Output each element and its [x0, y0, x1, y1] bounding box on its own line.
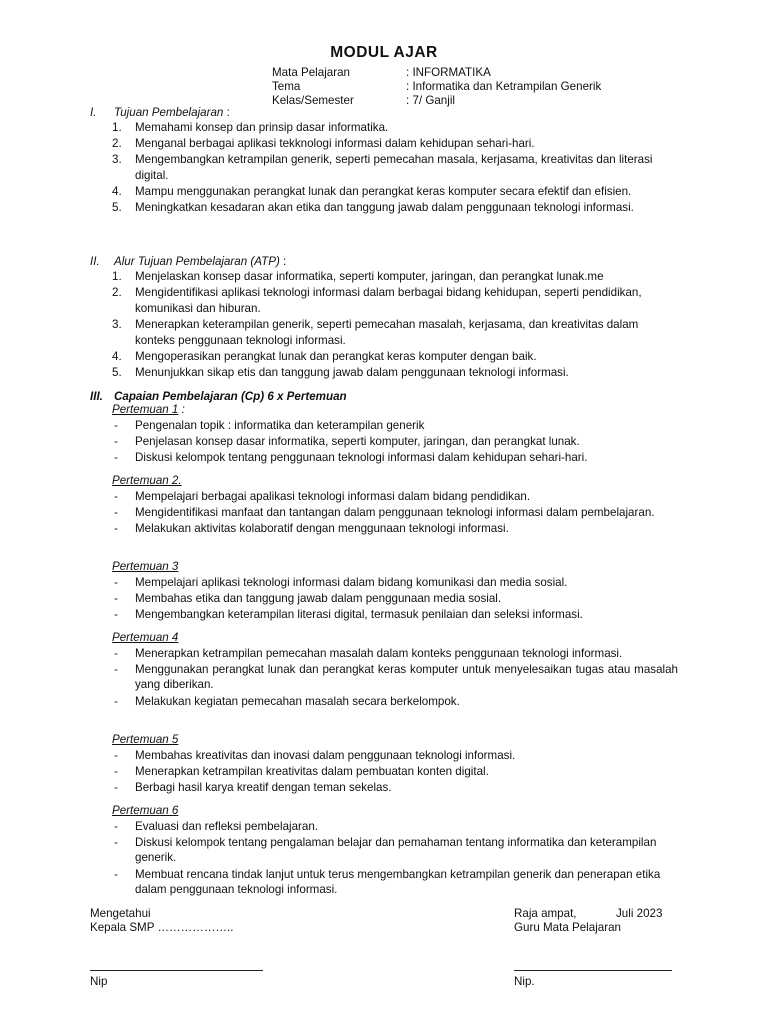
list-item: - Menerapkan ketrampilan pemecahan masalah dalam konteks penggunaan teknologi informasi.: [114, 646, 623, 660]
meeting-items: [112, 489, 678, 537]
list-item: - Diskusi kelompok tentang pengalaman belajar dan pemahaman tentang informatika dan keterampilan generik.: [114, 835, 657, 865]
meeting-4: [112, 630, 678, 710]
list-item: - Melakukan aktivitas kolaboratif dengan menggunaan teknologi informasi.: [114, 521, 509, 535]
meta-key: Mata Pelajaran: [272, 66, 350, 79]
meeting-items: [112, 646, 678, 710]
document-title: MODUL AJAR: [330, 44, 438, 61]
meta-value: : Informatika dan Ketrampilan Generik: [406, 80, 602, 93]
meeting-items: [112, 748, 678, 796]
section-heading-1: [90, 105, 230, 121]
meeting-title: Pertemuan 5: [112, 733, 179, 746]
sig-right-place: Raja ampat,: [514, 907, 577, 920]
list-item: - Membahas etika dan tanggung jawab dalam penggunaan media sosial.: [114, 591, 502, 605]
meeting-items: [112, 575, 678, 623]
list-item: - Penjelasan konsep dasar informatika, seperti komputer, jaringan, dan perangkat lunak.: [114, 434, 580, 448]
list-item: - Berbagi hasil karya kreatif dengan teman sekelas.: [114, 780, 392, 794]
meeting-3: [112, 559, 678, 623]
sig-right-line: [514, 970, 672, 971]
list-item: 1. Menjelaskan konsep dasar informatika, seperti komputer, jaringan, dan perangkat lunak.me: [112, 270, 604, 283]
meeting-6: [112, 803, 678, 898]
list-item: 4. Mengoperasikan perangkat lunak dan perangkat keras komputer dengan baik.: [112, 349, 537, 363]
meta-key: Tema: [272, 80, 301, 93]
list-item: - Evaluasi dan refleksi pembelajaran.: [114, 819, 319, 833]
list-item: 5. Meningkatkan kesadaran akan etika dan tanggung jawab dalam penggunaan teknologi informasi.: [112, 201, 634, 215]
list-item: - Mengidentifikasi manfaat dan tantangan dalam penggunaan teknologi informasi dalam pembelajaran.: [114, 505, 655, 519]
meeting-title: Pertemuan 4: [112, 631, 179, 644]
list-item: 3. Mengembangkan ketrampilan generik, seperti pemecahan masala, kerjasama, kreativitas dan literasi digital.: [112, 153, 653, 182]
section-number: II.: [90, 255, 100, 268]
list-item: - Diskusi kelompok tentang penggunaan teknologi informasi dalam kehidupan sehari-hari.: [114, 450, 588, 464]
section-number: III.: [90, 390, 103, 403]
meeting-1: [112, 402, 678, 466]
list-item: 2. Menganal berbagai aplikasi tekknologi informasi dalam kehidupan sehari-hari.: [112, 137, 535, 151]
meta-value: : INFORMATIKA: [406, 66, 491, 79]
list-item: 4. Mampu menggunakan perangkat lunak dan perangkat keras komputer secara efektif dan efisien.: [112, 185, 632, 199]
meeting-title: Pertemuan 2.: [112, 474, 182, 487]
sig-right-nip: Nip.: [514, 975, 535, 988]
meeting-items: [112, 418, 678, 466]
list-item: - Membahas kreativitas dan inovasi dalam penggunaan teknologi informasi.: [114, 748, 516, 762]
list-item: - Mempelajari berbagai apalikasi teknologi informasi dalam bidang pendidikan.: [114, 489, 531, 503]
list-item: 5. Menunjukkan sikap etis dan tanggung jawab dalam penggunaan teknologi informasi.: [112, 365, 569, 379]
list-item: - Mengembangkan keterampilan literasi digital, termasuk penilaian dan seleksi informasi.: [114, 607, 583, 621]
section-title: Alur Tujuan Pembelajaran (ATP): [114, 255, 280, 268]
list-item: 1. Memahami konsep dan prinsip dasar informatika.: [112, 121, 389, 134]
sig-left-label: Mengetahui: [90, 907, 151, 920]
sig-right-date: Juli 2023: [616, 907, 663, 920]
section-heading-2: [90, 254, 286, 270]
list-item: - Pengenalan topik : informatika dan keterampilan generik: [114, 418, 425, 432]
list-item: 3. Menerapkan keterampilan generik, seperti pemecahan masalah, kerjasama, dan kreativitas dalam konteks penggunaan teknologi informasi.: [112, 317, 639, 347]
meeting-title-suffix: :: [178, 403, 185, 416]
list-item: - Membuat rencana tindak lanjut untuk terus mengembangkan ketrampilan generik dan penerapan etika dalam penggunaan teknologi informasi.: [114, 867, 661, 897]
section-title: Capaian Pembelajaran (Cp) 6 x Pertemuan: [114, 390, 347, 403]
list-item: - Menggunakan perangkat lunak dan perangkat keras komputer untuk menyelesaikan tugas atau masalah yang diberikan.: [114, 662, 678, 692]
list-item: 2. Mengidentifikasi aplikasi teknologi informasi dalam berbagai bidang kehidupan, seperti pendidikan, komunikasi dan hiburan.: [112, 286, 642, 315]
meta-key: Kelas/Semester: [272, 94, 354, 107]
sig-left-line: [90, 970, 263, 971]
meeting-title: Pertemuan 6: [112, 804, 179, 817]
meeting-title: Pertemuan 1: [112, 403, 179, 416]
meeting-5: [112, 732, 678, 796]
meeting-2: [112, 473, 678, 537]
meta-row-class: [272, 93, 455, 109]
list-item: - Melakukan kegiatan pemecahan masalah secara berkelompok.: [114, 694, 460, 708]
learning-objectives-list: [112, 120, 672, 217]
section-suffix: :: [223, 106, 230, 119]
list-item: - Mempelajari aplikasi teknologi informasi dalam bidang komunikasi dan media sosial.: [114, 575, 568, 589]
list-item: - Menerapkan ketrampilan kreativitas dalam pembuatan konten digital.: [114, 764, 489, 778]
meeting-title: Pertemuan 3: [112, 560, 179, 573]
sig-left-title: Kepala SMP ………………..: [90, 921, 234, 934]
meta-value: : 7/ Ganjil: [406, 94, 455, 107]
section-title: Tujuan Pembelajaran: [114, 106, 224, 119]
meeting-items: [112, 819, 678, 898]
section-suffix: :: [279, 255, 287, 268]
sig-left-nip: Nip: [90, 975, 108, 988]
section-number: I.: [90, 106, 97, 119]
sig-right-title: Guru Mata Pelajaran: [514, 921, 621, 934]
atp-list: [112, 269, 672, 381]
